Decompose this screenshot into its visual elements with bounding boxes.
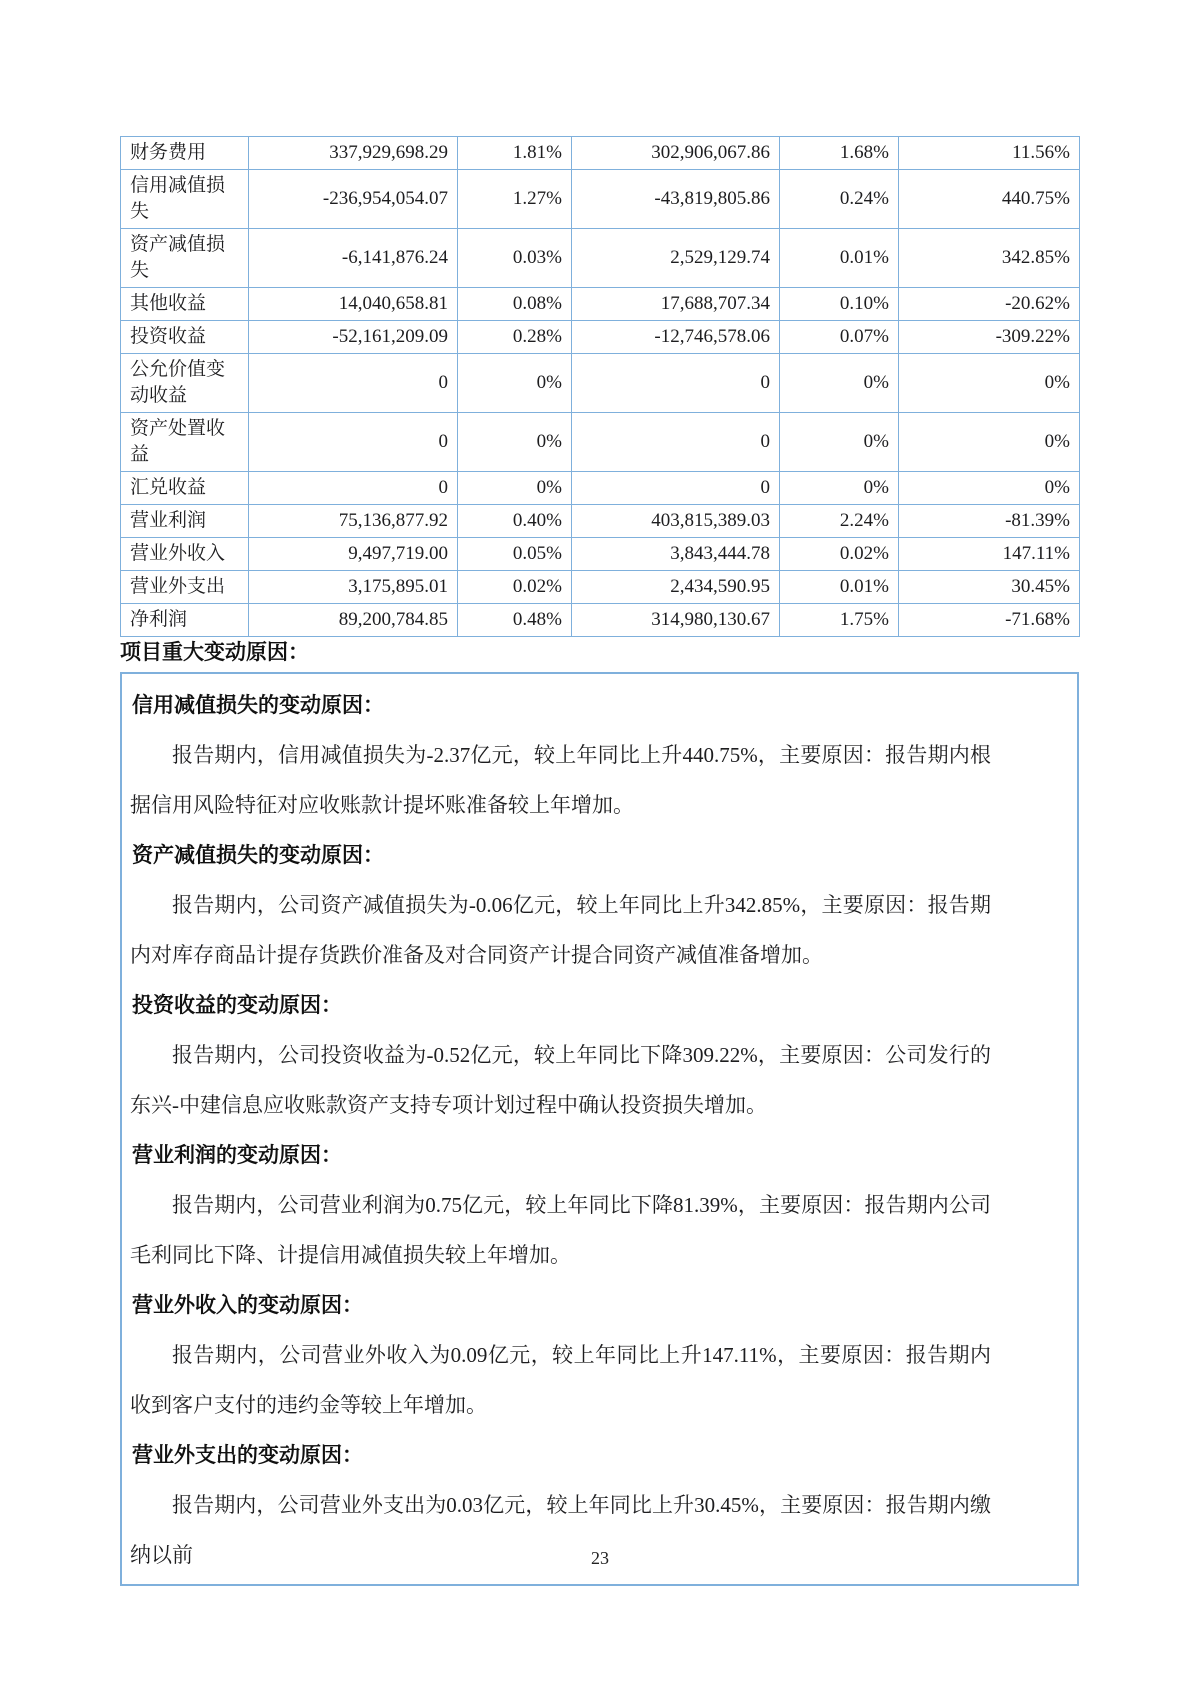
- item-name-cell: 财务费用: [121, 137, 249, 170]
- item-name-cell: 信用减值损失: [121, 170, 249, 229]
- change-pct-cell: 147.11%: [899, 538, 1080, 571]
- reason-heading: 资产减值损失的变动原因：: [132, 843, 384, 867]
- current-amount-cell: -52,161,209.09: [249, 321, 458, 354]
- change-pct-cell: -20.62%: [899, 288, 1080, 321]
- reason-heading: 营业外支出的变动原因：: [132, 1443, 363, 1467]
- change-pct-cell: 0%: [899, 413, 1080, 472]
- current-pct-cell: 0%: [458, 354, 572, 413]
- prior-amount-cell: 3,843,444.78: [572, 538, 780, 571]
- current-pct-cell: 0.48%: [458, 604, 572, 637]
- table-row: [121, 321, 1080, 354]
- item-name-cell: 资产处置收益: [121, 413, 249, 472]
- current-amount-cell: 0: [249, 354, 458, 413]
- reason-heading: 营业外收入的变动原因：: [132, 1293, 363, 1317]
- reason-body: 报告期内，公司营业外收入为0.09亿元，较上年同比上升147.11%，主要原因：报告期内收到客户支付的违约金等较上年增加。: [130, 1343, 991, 1417]
- current-pct-cell: 1.81%: [458, 137, 572, 170]
- reasons-section: [120, 640, 1079, 1586]
- item-name-cell: 净利润: [121, 604, 249, 637]
- prior-amount-cell: 2,529,129.74: [572, 229, 780, 288]
- reason-heading: 投资收益的变动原因：: [132, 993, 342, 1017]
- current-amount-cell: 89,200,784.85: [249, 604, 458, 637]
- reason-item: [130, 830, 1069, 980]
- table-row: [121, 538, 1080, 571]
- change-pct-cell: 30.45%: [899, 571, 1080, 604]
- current-pct-cell: 0.05%: [458, 538, 572, 571]
- section-title: 项目重大变动原因：: [120, 640, 309, 664]
- table-row: [121, 413, 1080, 472]
- change-pct-cell: 0%: [899, 354, 1080, 413]
- table-row: [121, 170, 1080, 229]
- reason-body: 报告期内，公司投资收益为-0.52亿元，较上年同比下降309.22%，主要原因：公司发行的东兴-中建信息应收账款资产支持专项计划过程中确认投资损失增加。: [130, 1043, 991, 1117]
- current-pct-cell: 0.40%: [458, 505, 572, 538]
- current-amount-cell: 0: [249, 413, 458, 472]
- prior-amount-cell: 17,688,707.34: [572, 288, 780, 321]
- reason-heading: 信用减值损失的变动原因：: [132, 693, 384, 717]
- page-number: 23: [591, 1548, 609, 1568]
- table-row: [121, 472, 1080, 505]
- table-row: [121, 354, 1080, 413]
- prior-pct-cell: 0.01%: [780, 229, 899, 288]
- current-pct-cell: 0%: [458, 472, 572, 505]
- prior-pct-cell: 2.24%: [780, 505, 899, 538]
- item-name-cell: 营业利润: [121, 505, 249, 538]
- prior-pct-cell: 1.68%: [780, 137, 899, 170]
- prior-amount-cell: 2,434,590.95: [572, 571, 780, 604]
- prior-amount-cell: -43,819,805.86: [572, 170, 780, 229]
- item-name-cell: 营业外支出: [121, 571, 249, 604]
- change-pct-cell: -309.22%: [899, 321, 1080, 354]
- reason-body: 报告期内，信用减值损失为-2.37亿元，较上年同比上升440.75%，主要原因：报告期内根据信用风险特征对应收账款计提坏账准备较上年增加。: [130, 743, 991, 817]
- change-pct-cell: -71.68%: [899, 604, 1080, 637]
- change-pct-cell: 11.56%: [899, 137, 1080, 170]
- reason-body: 报告期内，公司营业利润为0.75亿元，较上年同比下降81.39%，主要原因：报告期内公司毛利同比下降、计提信用减值损失较上年增加。: [130, 1193, 991, 1267]
- current-amount-cell: 75,136,877.92: [249, 505, 458, 538]
- item-name-cell: 汇兑收益: [121, 472, 249, 505]
- current-pct-cell: 0%: [458, 413, 572, 472]
- reason-item: [130, 980, 1069, 1130]
- current-amount-cell: 14,040,658.81: [249, 288, 458, 321]
- prior-pct-cell: 0.07%: [780, 321, 899, 354]
- current-amount-cell: 0: [249, 472, 458, 505]
- prior-pct-cell: 0.24%: [780, 170, 899, 229]
- prior-amount-cell: -12,746,578.06: [572, 321, 780, 354]
- reasons-box: [120, 672, 1079, 1586]
- change-pct-cell: 440.75%: [899, 170, 1080, 229]
- change-pct-cell: 0%: [899, 472, 1080, 505]
- current-pct-cell: 0.08%: [458, 288, 572, 321]
- prior-amount-cell: 0: [572, 472, 780, 505]
- change-pct-cell: -81.39%: [899, 505, 1080, 538]
- prior-pct-cell: 0%: [780, 354, 899, 413]
- prior-amount-cell: 0: [572, 413, 780, 472]
- current-pct-cell: 0.03%: [458, 229, 572, 288]
- item-name-cell: 资产减值损失: [121, 229, 249, 288]
- prior-pct-cell: 0.01%: [780, 571, 899, 604]
- current-amount-cell: 3,175,895.01: [249, 571, 458, 604]
- table-row: [121, 505, 1080, 538]
- prior-pct-cell: 0%: [780, 472, 899, 505]
- table-row: [121, 229, 1080, 288]
- current-pct-cell: 1.27%: [458, 170, 572, 229]
- prior-pct-cell: 0%: [780, 413, 899, 472]
- prior-pct-cell: 1.75%: [780, 604, 899, 637]
- change-pct-cell: 342.85%: [899, 229, 1080, 288]
- reason-body: 报告期内，公司营业外支出为0.03亿元，较上年同比上升30.45%，主要原因：报告期内缴纳以前: [130, 1493, 991, 1567]
- item-name-cell: 投资收益: [121, 321, 249, 354]
- current-amount-cell: 9,497,719.00: [249, 538, 458, 571]
- prior-pct-cell: 0.10%: [780, 288, 899, 321]
- table-row: [121, 604, 1080, 637]
- current-pct-cell: 0.28%: [458, 321, 572, 354]
- table-row: [121, 288, 1080, 321]
- reason-item: [130, 1280, 1069, 1430]
- current-pct-cell: 0.02%: [458, 571, 572, 604]
- reason-heading: 营业利润的变动原因：: [132, 1143, 342, 1167]
- item-name-cell: 营业外收入: [121, 538, 249, 571]
- prior-amount-cell: 403,815,389.03: [572, 505, 780, 538]
- item-name-cell: 公允价值变动收益: [121, 354, 249, 413]
- table-row: [121, 137, 1080, 170]
- reason-item: [130, 680, 1069, 830]
- item-name-cell: 其他收益: [121, 288, 249, 321]
- prior-amount-cell: 302,906,067.86: [572, 137, 780, 170]
- current-amount-cell: -236,954,054.07: [249, 170, 458, 229]
- financial-items-table: [120, 136, 1080, 637]
- reason-body: 报告期内，公司资产减值损失为-0.06亿元，较上年同比上升342.85%，主要原因：报告期内对库存商品计提存货跌价准备及对合同资产计提合同资产减值准备增加。: [130, 893, 991, 967]
- reason-item: [130, 1130, 1069, 1280]
- current-amount-cell: 337,929,698.29: [249, 137, 458, 170]
- current-amount-cell: -6,141,876.24: [249, 229, 458, 288]
- prior-amount-cell: 0: [572, 354, 780, 413]
- prior-pct-cell: 0.02%: [780, 538, 899, 571]
- prior-amount-cell: 314,980,130.67: [572, 604, 780, 637]
- table-row: [121, 571, 1080, 604]
